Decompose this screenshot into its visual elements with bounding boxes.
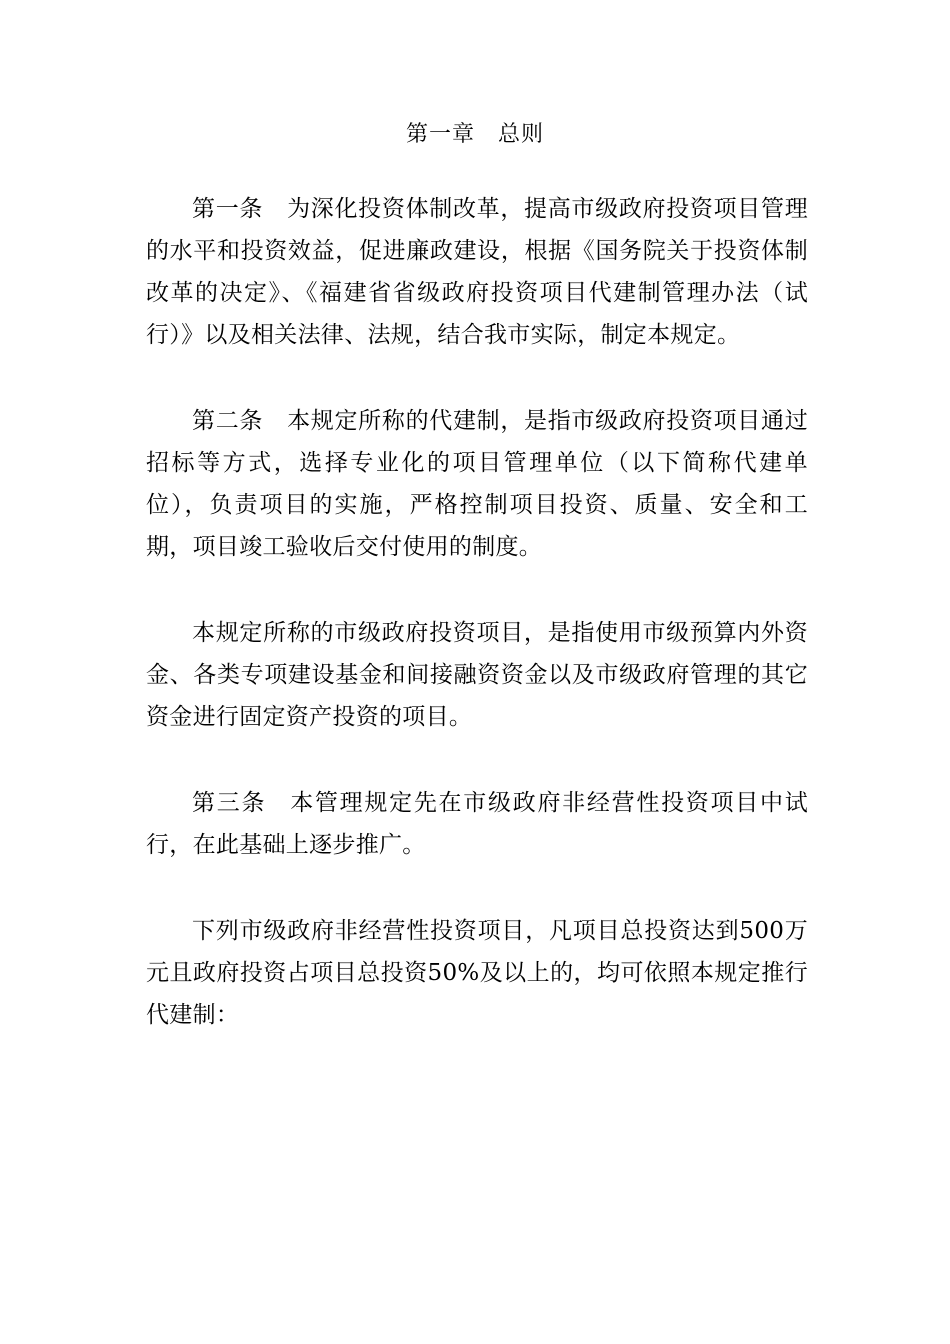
article-text: 本规定所称的市级政府投资项目，是指使用市级预算内外资金、各类专项建设基金和间接融资资金以及市级政府管理的其它资金进行固定资产投资的项目。	[146, 620, 808, 730]
article-3-paragraph	[146, 782, 808, 866]
article-number: 第一条	[192, 196, 264, 222]
article-text: 下列市级政府非经营性投资项目，凡项目总投资达到500万元且政府投资占项目总投资50%及以上的，均可依照本规定推行代建制：	[146, 918, 808, 1028]
article-number: 第二条	[192, 408, 264, 434]
document-body	[146, 188, 808, 1080]
article-2-definition-paragraph	[146, 612, 808, 738]
article-1-paragraph	[146, 188, 808, 356]
article-text: 本管理规定先在市级政府非经营性投资项目中试行，在此基础上逐步推广。	[146, 790, 808, 858]
article-text: 本规定所称的代建制，是指市级政府投资项目通过招标等方式，选择专业化的项目管理单位（以下简称代建单位），负责项目的实施，严格控制项目投资、质量、安全和工期，项目竣工验收后交付使用的制度。	[146, 408, 808, 560]
article-2-paragraph	[146, 400, 808, 568]
article-text: 为深化投资体制改革，提高市级政府投资项目管理的水平和投资效益，促进廉政建设，根据《国务院关于投资体制改革的决定》、《福建省省级政府投资项目代建制管理办法（试行）》以及相关法律、法规，结合我市实际，制定本规定。	[146, 196, 808, 348]
chapter-title: 第一章 总则	[405, 122, 544, 147]
article-number: 第三条	[192, 790, 267, 816]
article-3-scope-paragraph	[146, 910, 808, 1036]
